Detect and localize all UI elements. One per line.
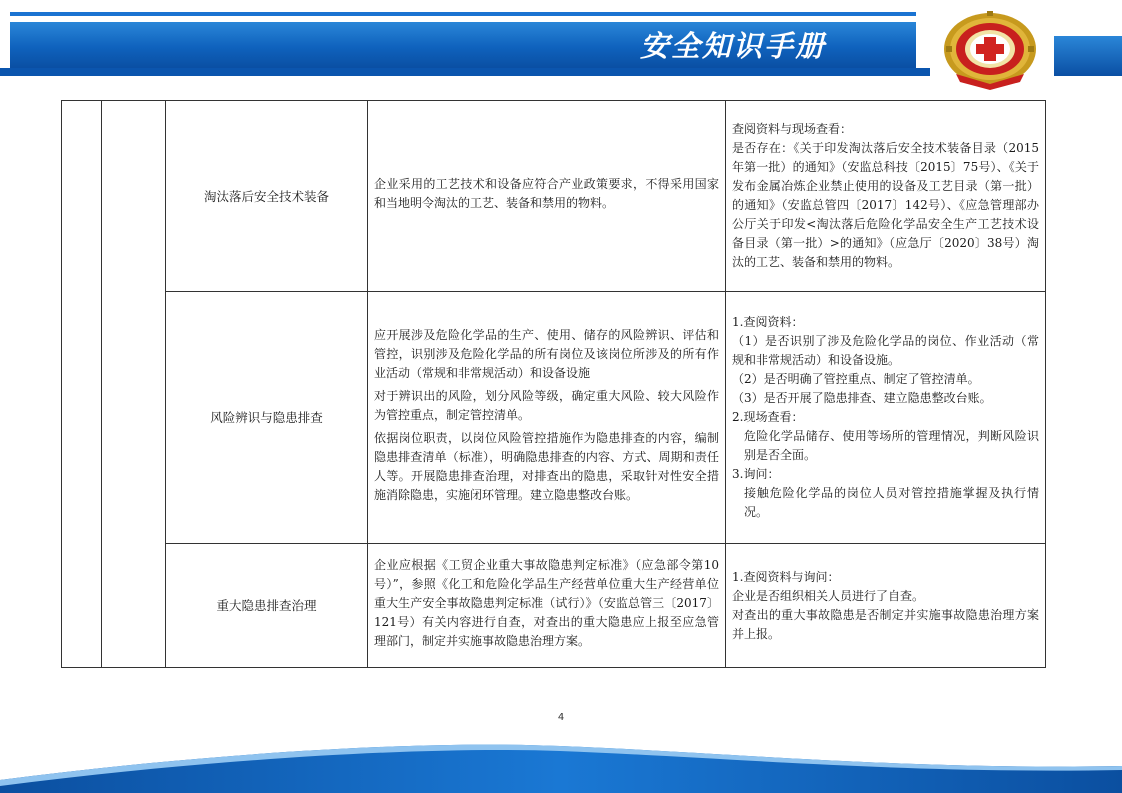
header-thin-stripe	[10, 12, 916, 16]
requirement-text: 依据岗位职责，以岗位风险管控措施作为隐患排查的内容，编制隐患排查清单（标准），明确隐患排查的内容、方式、周期和责任人等。开展隐患排查治理，对排查出的隐患，采取针对性安全措施消除隐患，实施闭环管理。建立隐患整改台账。	[374, 431, 719, 502]
check-text: 企业是否组织相关人员进行了自查。	[732, 588, 925, 603]
manual-title: 安全知识手册	[640, 29, 827, 63]
header-top-band	[0, 0, 1122, 6]
table-row	[62, 101, 1046, 292]
check-text: （3）是否开展了隐患排查、建立隐患整改台账。	[732, 391, 992, 405]
check-text: 1.查阅资料与询问：	[732, 569, 840, 584]
check-text: 危险化学品储存、使用等场所的管理情况，判断风险识别是否全面。	[744, 429, 1039, 462]
header-right-block	[1054, 36, 1122, 76]
check-method-cell	[726, 544, 1046, 668]
requirement-text: 对于辨识出的风险，划分风险等级，确定重大风险、较大风险作为管控重点，制定管控清单。	[374, 389, 719, 422]
safety-check-table	[61, 100, 1046, 668]
table-row	[62, 292, 1046, 544]
footer-wave-decoration	[0, 740, 1122, 793]
check-text: 1.查阅资料：	[732, 315, 804, 329]
check-text: 对查出的重大事故隐患是否制定并实施事故隐患治理方案并上报。	[732, 607, 1039, 641]
check-text: 2.现场查看：	[732, 410, 804, 424]
check-text: 是否存在：《关于印发淘汰落后安全技术装备目录（2015年第一批）的通知》（安监总科技〔2015〕75号）、《关于发布金属冶炼企业禁止使用的设备及工艺目录（第一批）的通知》（安监总管四〔2017〕142号）、《应急管理部办公厅关于印发<淘汰落后危险化学品安全生产工艺技术设备目录（第一批）>的通知》（应急厅〔2020〕38号）淘汰的工艺、装备和禁用的物料。	[732, 141, 1039, 269]
check-text: （1）是否识别了涉及危险化学品的岗位、作业活动（常规和非常规活动）和设备设施。	[732, 334, 1039, 367]
check-text: 3.询问：	[732, 467, 780, 481]
check-method-cell	[726, 292, 1046, 544]
item-cell: 淘汰落后安全技术装备	[166, 101, 368, 292]
page-number: 4	[557, 712, 565, 723]
check-text: （2）是否明确了管控重点、制定了管控清单。	[732, 372, 980, 386]
requirement-text: 企业应根据《工贸企业重大事故隐患判定标准》（应急部令第10号）”，参照《化工和危险化学品生产经营单位重大生产经营单位重大生产安全事故隐患判定标准（试行）》（安监总管三〔2017〕121号）有关内容进行自查，对查出的重大隐患应上报至应急管理部门，制定并实施事故隐患治理方案。	[374, 558, 719, 648]
table-row	[62, 544, 1046, 668]
requirement-cell	[368, 544, 726, 668]
requirement-cell	[368, 292, 726, 544]
subcategory-cell-empty	[102, 101, 166, 668]
item-cell: 重大隐患排查治理	[166, 544, 368, 668]
item-cell: 风险辨识与隐患排查	[166, 292, 368, 544]
requirement-text: 应开展涉及危险化学品的生产、使用、储存的风险辨识、评估和管控，识别涉及危险化学品的所有岗位及该岗位所涉及的所有作业活动（常规和非常规活动）和设备设施	[374, 328, 719, 380]
safety-cross-emblem-icon	[938, 8, 1042, 90]
check-method-cell	[726, 101, 1046, 292]
check-text: 接触危险化学品的岗位人员对管控措施掌握及执行情况。	[744, 486, 1039, 519]
requirement-text: 企业采用的工艺技术和设备应符合产业政策要求，不得采用国家和当地明令淘汰的工艺、装备和禁用的物料。	[374, 177, 719, 210]
requirement-cell	[368, 101, 726, 292]
header-underline	[0, 68, 930, 76]
category-cell-empty	[62, 101, 102, 668]
check-text: 查阅资料与现场查看：	[732, 122, 853, 136]
